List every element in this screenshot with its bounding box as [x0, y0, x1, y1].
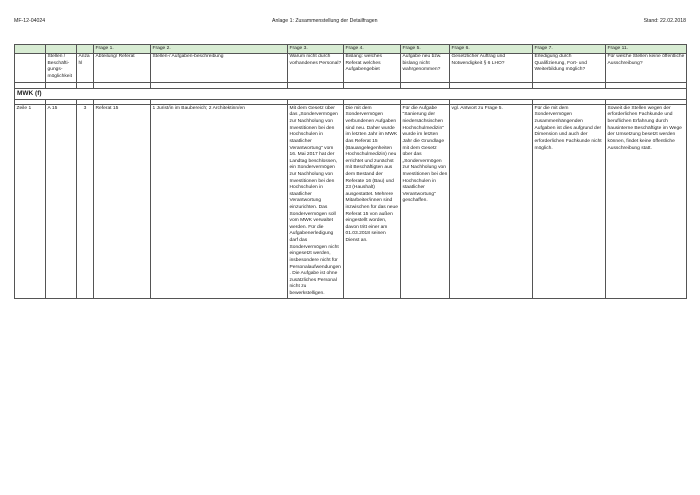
column-header-gesetzlicher: Gesetzlicher Auftrag und Notwendigkeit § 6 LHO?: [450, 53, 533, 82]
frage-label: Frage 2.: [151, 45, 288, 54]
frage-label: Frage 6.: [450, 45, 533, 54]
cell-beschreibung: 1 Jurist/in im Baubereich; 2 Architektinn/en: [151, 105, 288, 299]
column-header-abteilung: Abteilung/ Referat: [94, 53, 151, 82]
cell-ausschreibung: Soweit die Stellen wegen der erforderlichen Fachkunde und beruflichen Erfahrung durch hausinterne Beschäftigte im Wege der Umsetzung besetzt werden können, findet keine öffentliche Ausschreibung statt.: [606, 105, 687, 299]
section-row: [15, 88, 687, 100]
table-cell: [15, 45, 46, 54]
cell-gesetzlicher: vgl. Antwort zu Frage 5.: [450, 105, 533, 299]
cell-erledigung: Für die mit dem Sondervermögen zusammenhängenden Aufgaben ist dies aufgrund der Dimension und auch der erforderlichen Fachkunde nicht möglich.: [533, 105, 606, 299]
cell-stellen: A 15: [46, 105, 77, 299]
cell-warum: Mit dem Gesetz über das „Sondervermögen zur Nachholung von Investitionen bei den Hochschulen in staatlicher Verantwortung" vom 16. Mai 2017 hat der Landtag beschlossen, ein Sondervermögen zur Nachholung von Investitionen bei den Hochschulen in staatlicher Verantwortung einzurichten. Das Sondervermögen soll vom MWK verwaltet werden. Für die Aufgabenerledigung darf das Sondervermögen nicht eingesetzt werden, insbesondere nicht für Personalaufwendungen. Die Aufgabe ist ohne zusätzliches Personal nicht zu bewerkstelligen.: [288, 105, 344, 299]
section-label: MWK (f): [15, 88, 687, 100]
document-title: Anlage 1: Zusammenstellung der Detailfragen: [272, 18, 378, 24]
table-row: [15, 105, 687, 299]
column-header-aufgabe-neu: Aufgabe neu bzw. bislang nicht wahrgenommen?: [401, 53, 450, 82]
frage-label: Frage 1.: [94, 45, 151, 54]
table-cell: [77, 45, 94, 54]
frage-label: Frage 3.: [288, 45, 344, 54]
cell-aufgabe-neu: Für die Aufgabe "Sanierung der niedersächsischen Hochschulmedizin" wurde im letzten Jahr die Grundlage mit dem Gesetz über das „Sondervermögen zur Nachholung von Investitionen bei den Hochschulen in staatlicher Verantwortung" geschaffen.: [401, 105, 450, 299]
frage-label: Frage 11.: [606, 45, 687, 54]
document-id: MF-12-04024: [14, 18, 46, 24]
column-header-ausschreibung: Für welche Stellen keine öffentliche Ausschreibung?: [606, 53, 687, 82]
document-date: Stand: 22.02.2018: [643, 18, 686, 24]
frage-label: Frage 5.: [401, 45, 450, 54]
cell-abteilung: Referat 15: [94, 105, 151, 299]
question-number-row: [15, 45, 687, 54]
column-header-beschreibung: Stellen-/ Aufgaben-beschreibung: [151, 53, 288, 82]
cell-bislang: Die mit dem Sondervermögen verbundenen Aufgaben sind neu. Daher wurde im letzten Jahr im MWK das Referat 15 (Bauangelegenheiten Hochschulmedizin) neu errichtet und zunächst mit Beschäftigten aus dem Bestand der Referate 16 (Bau) und 23 (Haushalt) ausgestattet. Mehrere Mitarbeiter/innen sind inzwischen für das neue Referat 15 von außen eingestellt worden, davon tritt einer am 01.03.2018 seinen Dienst an.: [344, 105, 401, 299]
cell-anzahl: 3: [77, 105, 94, 299]
column-header-stellen: Stellen / Beschäfti-gungs-möglichkeit: [46, 53, 77, 82]
column-header-bislang: Bislang: welches Referat welches Aufgabengebiet: [344, 53, 401, 82]
frage-label: Frage 4.: [344, 45, 401, 54]
column-header-warum: Warum nicht durch vorhandenes Personal?: [288, 53, 344, 82]
table-cell: [46, 45, 77, 54]
table-cell: [15, 53, 46, 82]
column-header-row: [15, 53, 687, 82]
detail-questions-table: [14, 44, 687, 299]
column-header-erledigung: Erledigung durch Qualifizierung, Fort- und Weiterbildung möglich?: [533, 53, 606, 82]
column-header-anzahl: Anzahl: [77, 53, 94, 82]
frage-label: Frage 7.: [533, 45, 606, 54]
row-label: Zeile 1: [15, 105, 46, 299]
